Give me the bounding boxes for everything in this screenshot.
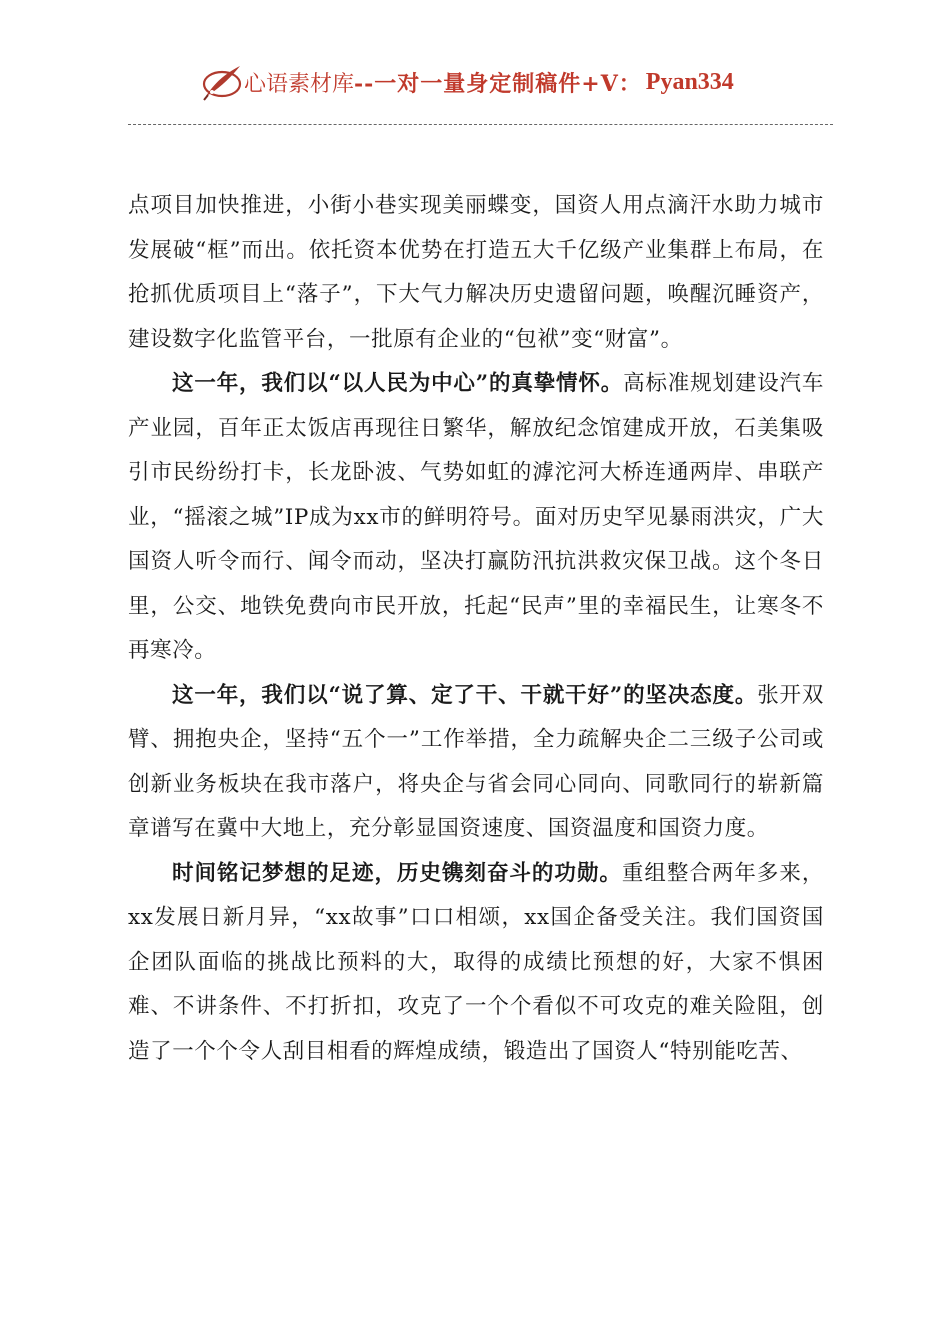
paragraph-1-text: 点项目加快推进，小街小巷实现美丽蝶变，国资人用点滴汗水助力城市发展破“框”而出。依托资本优势在打造五大千亿级产业集群上布局，在抢抓优质项目上“落子”，下大气力解决历史遗留问题，唤醒沉睡资产，建设数字化监管平台，一批原有企业的“包袱”变“财富”。 xyxy=(128,193,824,352)
document-body xyxy=(128,184,824,1074)
paragraph-4 xyxy=(128,852,824,1075)
paragraph-2-lead: 这一年，我们以“以人民为中心”的真挚情怀。 xyxy=(172,371,624,396)
page-header xyxy=(200,62,734,102)
header-slogan: --一对一量身定制稿件+V： xyxy=(354,70,642,97)
brand-name: 心语素材库 xyxy=(244,71,355,97)
paragraph-3-lead: 这一年，我们以“说了算、定了干、干就干好”的坚决态度。 xyxy=(172,682,758,708)
header-divider xyxy=(128,124,833,125)
paragraph-2 xyxy=(128,362,824,674)
paragraph-3-text: 张开双臂、拥抱央企，坚持“五个一”工作举措，全力疏解央企二三级子公司或创新业务板块在我市落户，将央企与省会同心同向、同歌同行的崭新篇章谱写在冀中大地上，充分彰显国资速度、国资温度和国资力度。 xyxy=(128,682,824,841)
paragraph-1 xyxy=(128,184,824,362)
paragraph-3 xyxy=(128,674,824,852)
paragraph-4-text: 重组整合两年多来，xx发展日新月异，“xx故事”口口相颂，xx国企备受关注。我们国资国企团队面临的挑战比预料的大，取得的成绩比预想的好，大家不惧困难、不讲条件、不打折扣，攻克了一个个看似不可攻克的难关险阻，创造了一个个令人刮目相看的辉煌成绩，锻造出了国资人“特别能吃苦、 xyxy=(128,860,824,1064)
paragraph-2-text: 高标准规划建设汽车产业园，百年正太饭店再现往日繁华，解放纪念馆建成开放，石美集吸引市民纷纷打卡，长龙卧波、气势如虹的滹沱河大桥连通两岸、串联产业，“摇滚之城”IP成为xx市的鲜明符号。面对历史罕见暴雨洪灾，广大国资人听令而行、闻令而动，坚决打赢防汛抗洪救灾保卫战。这个冬日里，公交、地铁免费向市民开放，托起“民声”里的幸福民生，让寒冬不再寒冷。 xyxy=(128,371,824,663)
quill-pen-logo-icon xyxy=(200,62,244,102)
paragraph-4-lead: 时间铭记梦想的足迹，历史镌刻奋斗的功勋。 xyxy=(172,860,622,886)
contact-id: Pyan334 xyxy=(645,68,734,95)
